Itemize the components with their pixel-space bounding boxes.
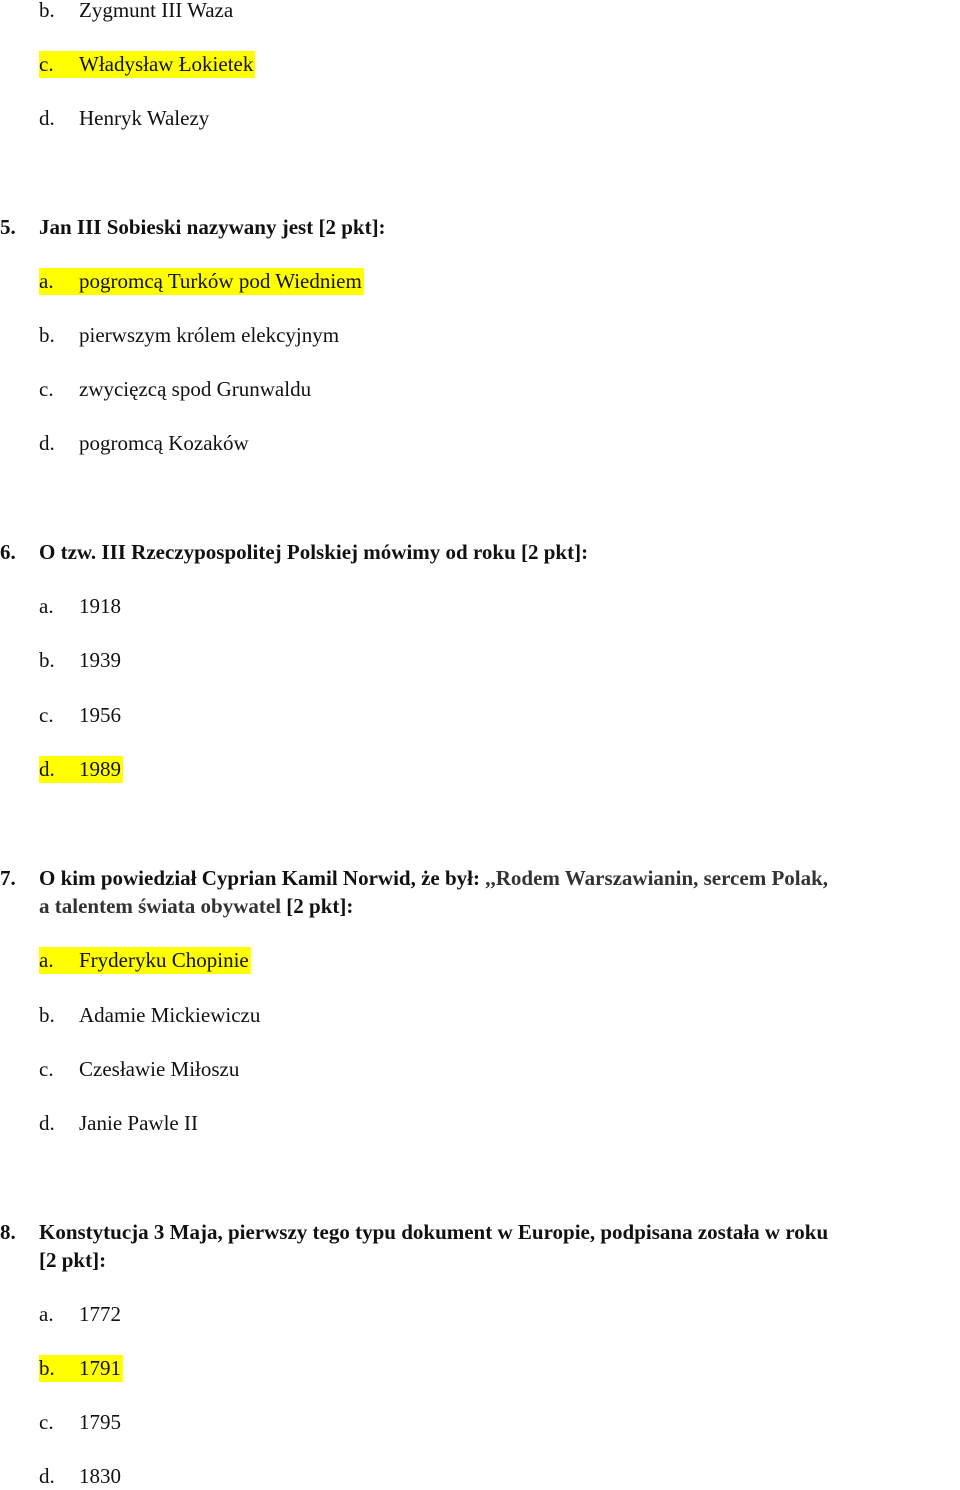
question-text: O tzw. III Rzeczypospolitej Polskiej mówimy od roku [2 pkt]: [39,540,589,564]
option-text: 1939 [79,648,121,672]
option-d-q4 [39,105,209,132]
option-text: 1830 [79,1464,121,1488]
question-number: 6. [0,540,16,564]
answer-highlight [39,756,123,783]
q8-option-a [39,1301,121,1328]
question-text: Konstytucja 3 Maja, pierwszy tego typu dokument w Europie, podpisana została w roku [39,1220,829,1244]
question-text: Jan III Sobieski nazywany jest [2 pkt]: [39,215,386,239]
option-text: Janie Pawle II [79,1111,198,1135]
q5-option-c [39,376,311,403]
question-6 [0,539,588,566]
question-points: [2 pkt]: [39,1248,107,1272]
option-letter: c. [39,1057,54,1081]
option-text: 1989 [79,757,121,781]
option-letter: a. [39,269,54,293]
option-text: 1918 [79,594,121,618]
option-letter: c. [39,52,54,76]
question-5 [0,214,386,241]
answer-highlight [39,51,255,78]
question-8-continuation [39,1247,106,1274]
option-letter: b. [39,0,55,22]
option-letter: b. [39,648,55,672]
question-8 [0,1219,828,1246]
option-letter: b. [39,323,55,347]
q7-option-b [39,1002,260,1029]
q7-option-c [39,1056,239,1083]
q5-option-b [39,322,339,349]
option-letter: d. [39,757,55,781]
option-text: 1956 [79,703,121,727]
option-letter: c. [39,377,54,401]
option-letter: d. [39,1111,55,1135]
q6-option-d [39,756,123,783]
option-text: 1772 [79,1302,121,1326]
question-7 [0,865,828,892]
option-text: Władysław Łokietek [79,52,254,76]
option-text: pogromcą Turków pod Wiedniem [79,269,362,293]
option-letter: c. [39,1410,54,1434]
option-text: 1791 [79,1356,121,1380]
option-letter: c. [39,703,54,727]
option-text: Fryderyku Chopinie [79,948,249,972]
question-number: 7. [0,866,16,890]
q8-option-c [39,1409,121,1436]
option-letter: a. [39,1302,54,1326]
option-letter: a. [39,594,54,618]
option-text: 1795 [79,1410,121,1434]
option-letter: d. [39,106,55,130]
option-text: Henryk Walezy [79,106,210,130]
q5-option-d [39,430,249,457]
q7-option-d [39,1110,198,1137]
option-text: Adamie Mickiewiczu [79,1003,261,1027]
q8-option-d [39,1463,121,1490]
question-number: 5. [0,215,16,239]
option-text: Czesławie Miłoszu [79,1057,240,1081]
q6-option-b [39,647,121,674]
option-letter: b. [39,1003,55,1027]
question-points: [2 pkt]: [281,894,354,918]
question-number: 8. [0,1220,16,1244]
answer-highlight [39,1355,123,1382]
option-letter: b. [39,1356,55,1380]
q8-option-b [39,1355,123,1382]
option-letter: d. [39,431,55,455]
option-text: pogromcą Kozaków [79,431,249,455]
norwid-quote-continued: a talentem świata obywatel [39,894,282,918]
q7-option-a [39,947,251,974]
q6-option-a [39,593,121,620]
norwid-quote: ,,Rodem Warszawianin, sercem Polak, [485,866,829,890]
q5-option-a [39,268,364,295]
option-letter: d. [39,1464,55,1488]
q6-option-c [39,702,121,729]
option-text: Zygmunt III Waza [79,0,234,22]
option-text: pierwszym królem elekcyjnym [79,323,340,347]
answer-highlight [39,268,364,295]
option-b-q4 [39,0,233,24]
option-letter: a. [39,948,54,972]
option-text: zwycięzcą spod Grunwaldu [79,377,312,401]
question-7-continuation [39,893,353,920]
option-c-q4 [39,51,255,78]
answer-highlight [39,947,251,974]
question-text: O kim powiedział Cyprian Kamil Norwid, że był: [39,866,486,890]
